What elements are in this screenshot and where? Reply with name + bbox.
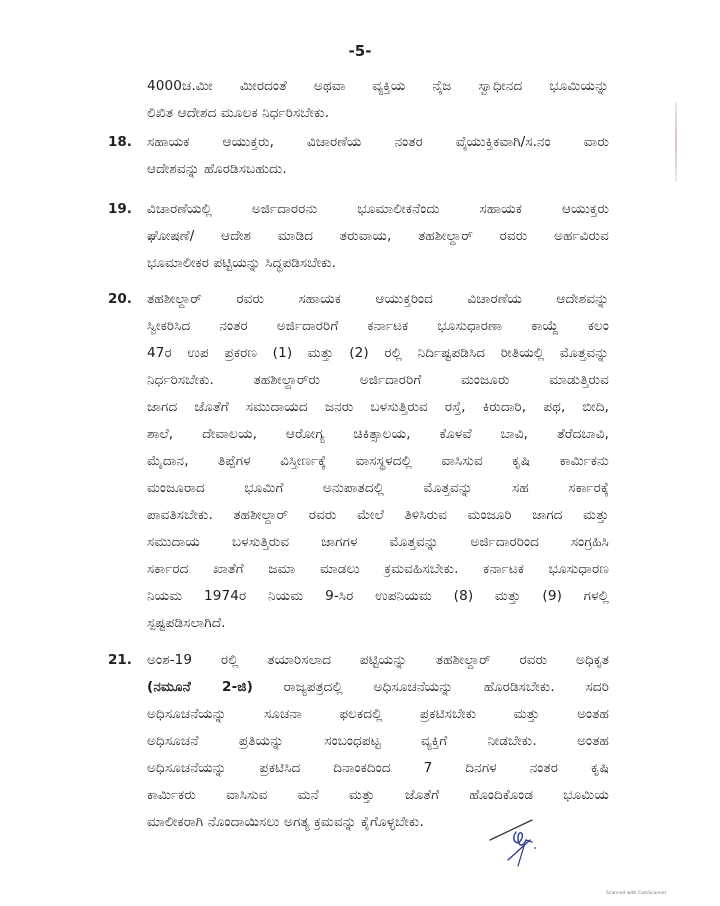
text-line: ಪಾವತಿಸಬೇಕು. ತಹಶೀಲ್ದಾರ್ ರವರು ಮೇಲೆ ತಿಳಿಸಿರುವ ಮಂಜೂರಿ ಜಾಗದ ಮತ್ತು [147,507,609,523]
text-line: ಅಂಶ-19 ರಲ್ಲಿ ತಯಾರಿಸಲಾದ ಪಟ್ಟಿಯನ್ನು ತಹಶೀಲ್ದಾರ್ ರವರು ಅಧಿಕೃತ [147,652,609,668]
form-reference: (ನಮೂನೆ 2-ಜಿ) [147,679,253,695]
text-line: ಸಹಾಯಕ ಆಯುಕ್ತರು, ವಿಚಾರಣೆಯ ನಂತರ ವೈಯುಕ್ತಿಕವಾಗಿ/ಸ.ನಂ ವಾರು [147,134,609,150]
text-line: ತಹಶೀಲ್ದಾರ್ ರವರು ಸಹಾಯಕ ಆಯುಕ್ತರಿಂದ ವಿಚಾರಣೆಯ ಆದೇಶವನ್ನು [147,291,609,307]
text-line: ಘೋಷಣೆ/ ಆದೇಶ ಮಾಡಿದ ತರುವಾಯ, ತಹಶೀಲ್ದಾರ್ ರವರು ಅರ್ಹವಿರುವ [147,228,609,244]
text-line: ಅಧಿಸೂಚನೆಯನ್ನು ಸೂಚನಾ ಫಲಕದಲ್ಲಿ ಪ್ರಕಟಿಸಬೇಕು ಮತ್ತು ಅಂತಹ [147,706,609,722]
text-line: ಮಂಜೂರಾದ ಭೂಮಿಗೆ ಅನುಪಾತದಲ್ಲಿ ಮೊತ್ತವನ್ನು ಸಹ ಸರ್ಕಾರಕ್ಕೆ [147,480,609,496]
text-line: ಅಧಿಸೂಚನೆ ಪ್ರತಿಯನ್ನು ಸಂಬಂಧಪಟ್ಟ ವ್ಯಕ್ತಿಗೆ ನೀಡಬೇಕು. ಅಂತಹ [147,733,609,749]
page-number: -5- [348,42,372,60]
clause-18-number: 18. [108,134,132,150]
intro-paragraph [147,73,609,127]
clause-21-number: 21. [108,652,132,668]
text-line: ಸ್ಪಷ್ಟಪಡಿಸಲಾಗಿದೆ. [147,615,226,631]
text-line: ಕಾರ್ಮಿಕರು ವಾಸಿಸುವ ಮನೆ ಮತ್ತು ಜೊತೆಗೆ ಹೊಂದಿಕೊಂಡ ಭೂಮಿಯ [147,787,609,803]
text-line: ಮಾಲೀಕರಾಗಿ ನೊಂದಾಯಿಸಲು ಅಗತ್ಯ ಕ್ರಮವನ್ನು ಕೈಗೊಳ್ಳಬೇಕು. [147,814,424,830]
text-line: 47ರ ಉಪ ಪ್ರಕರಣ (1) ಮತ್ತು (2) ರಲ್ಲಿ ನಿರ್ದಿಷ್ಟಪಡಿಸಿದ ರೀತಿಯಲ್ಲಿ ಮೊತ್ತವನ್ನು [147,345,609,361]
text-line: ಅಧಿಸೂಚನೆಯನ್ನು ಪ್ರಕಟಿಸಿದ ದಿನಾಂಕದಿಂದ 7 ದಿನಗಳ ನಂತರ ಕೃಷಿ [147,760,609,776]
text-fragment: ರಾಜ್ಯಪತ್ರದಲ್ಲಿ ಅಧಿಸೂಚನೆಯನ್ನು ಹೊರಡಿಸಬೇಕು. ಸದರಿ [252,679,609,695]
text-line: ನಿರ್ಧರಿಸಬೇಕು. ತಹಶೀಲ್ದಾರ್‌ರು ಅರ್ಜಿದಾರರಿಗೆ ಮಂಜೂರು ಮಾಡುತ್ತಿರುವ [147,372,609,388]
text-line: ಲಿಖಿತ ಆದೇಶದ ಮೂಲಕ ನಿರ್ಧರಿಸಬೇಕು. [147,105,330,121]
signature-icon [488,818,568,873]
text-line: ಸರ್ಕಾರದ ಖಾತೆಗೆ ಜಮಾ ಮಾಡಲು ಕ್ರಮವಹಿಸಬೇಕು. ಕರ್ನಾಟಕ ಭೂಸುಧಾರಣ [147,561,609,577]
clause-18-text [147,129,609,183]
text-line: ಆದೇಶವನ್ನು ಹೊರಡಿಸಬಹುದು. [147,161,287,177]
text-line: ಭೂಮಾಲೀಕರ ಪಟ್ಟಿಯನ್ನು ಸಿದ್ಧಪಡಿಸಬೇಕು. [147,255,337,271]
clause-19-text [147,196,609,277]
text-line: ಮೈದಾನ, ತಿಪ್ಪೆಗಳ ವಿಸ್ತೀರ್ಣಕ್ಕೆ ವಾಸಸ್ಥಳದಲ್ಲಿ ವಾಸಿಸುವ ಕೃಷಿ ಕಾರ್ಮಿಕನು [147,453,609,469]
text-line: ವಿಚಾರಣೆಯಲ್ಲಿ ಅರ್ಜಿದಾರರನು ಭೂಮಾಲೀಕನೆಂದು ಸಹಾಯಕ ಆಯುಕ್ತರು [147,201,609,217]
text-line: ನಿಯಮ 1974ರ ನಿಯಮ 9-ಸಿರ ಉಪನಿಯಮ (8) ಮತ್ತು (9) ಗಳಲ್ಲಿ [147,588,609,604]
clause-20-text [147,286,609,637]
text-line: ಜಾಗದ ಜೊತೆಗೆ ಸಮುದಾಯದ ಜನರು ಬಳಸುತ್ತಿರುವ ರಸ್ತೆ, ಕಿರುದಾರಿ, ಪಥ, ಬೀದಿ, [147,399,609,415]
text-line: ಸಮುದಾಯ ಬಳಸುತ್ತಿರುವ ಜಾಗಗಳ ಮೊತ್ತವನ್ನು ಅರ್ಜಿದಾರರಿಂದ ಸಂಗ್ರಹಿಸಿ [147,534,609,550]
text-line: ಸ್ವೀಕರಿಸಿದ ನಂತರ ಅರ್ಜಿದಾರರಿಗೆ ಕರ್ನಾಟಕ ಭೂಸುಧಾರಣಾ ಕಾಯ್ದೆ ಕಲಂ [147,318,609,334]
text-line: ಶಾಲೆ, ದೇವಾಲಯ, ಆರೋಗ್ಯ ಚಿಕಿತ್ಸಾಲಯ, ಕೊಳವೆ ಬಾವಿ, ತೆರೆದಬಾವಿ, [147,426,609,442]
scan-edge-mark [675,102,677,182]
scanner-watermark: Scanned with CamScanner [606,891,667,896]
clause-20-number: 20. [108,291,132,307]
text-line: 4000ಚ.ಮೀ ಮೀರದಂತೆ ಅಥವಾ ವ್ಯಕ್ತಿಯ ನೈಜ ಸ್ವಾಧೀನದ ಭೂಮಿಯನ್ನು [147,78,609,94]
clause-21-text [147,647,609,836]
clause-19-number: 19. [108,201,132,217]
text-line [147,674,609,701]
